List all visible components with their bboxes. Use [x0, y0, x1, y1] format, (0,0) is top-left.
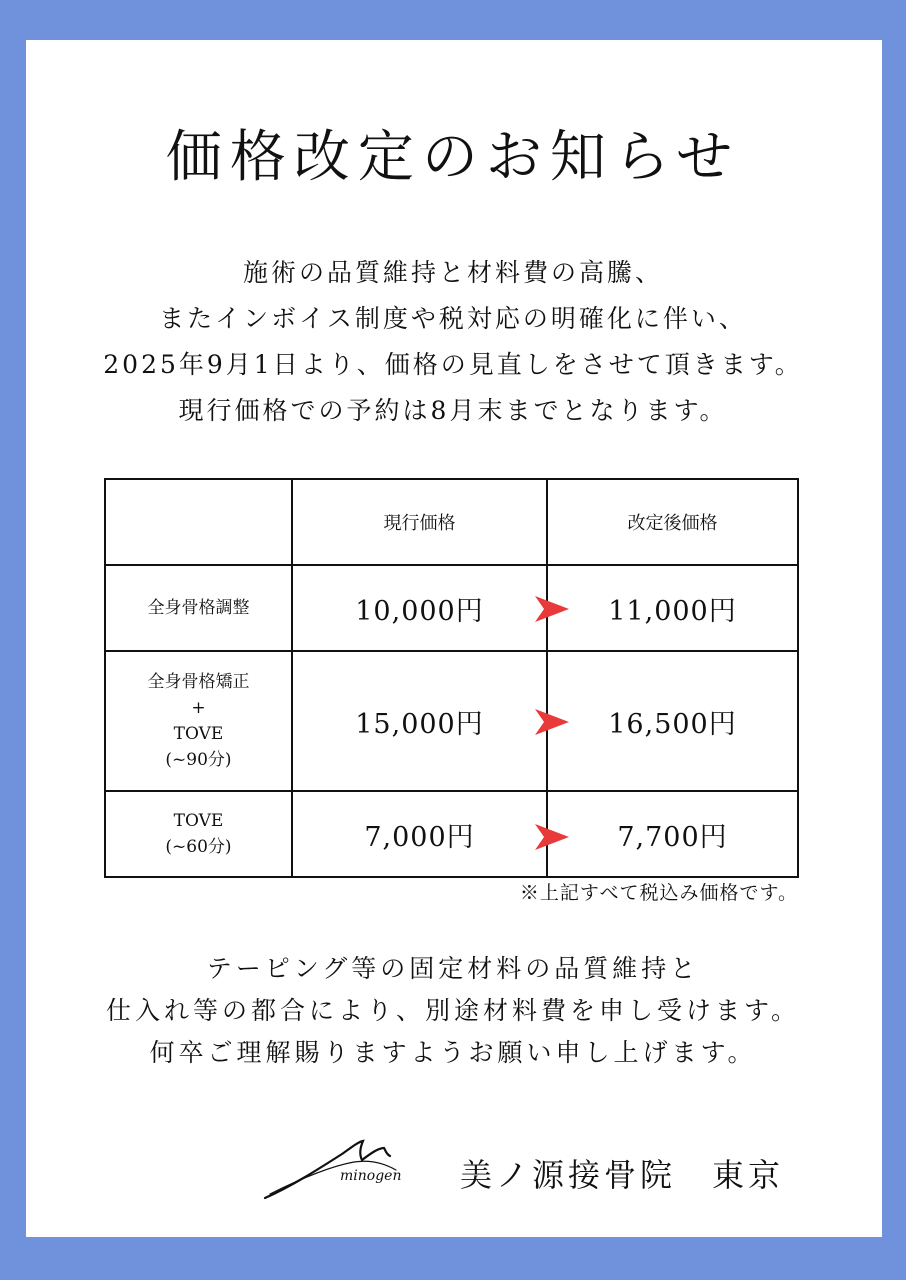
revised-price: 16,500円: [547, 651, 798, 791]
intro-text: [0, 250, 906, 434]
table-header-row: [105, 479, 798, 565]
table-row: [105, 651, 798, 791]
service-name: [105, 565, 292, 651]
current-price: 7,000円: [292, 791, 547, 877]
minogen-logo: [262, 1136, 438, 1202]
table-row: [105, 791, 798, 877]
service-name-line: 全身骨格矯正: [147, 672, 250, 692]
revised-price: 7,700円: [547, 791, 798, 877]
closing-text: [0, 948, 906, 1074]
service-name-line: TOVE: [173, 811, 224, 831]
service-name-line: (~90分): [165, 750, 232, 770]
intro-line: 施術の品質維持と材料費の高騰、: [242, 258, 663, 287]
service-name-line: TOVE: [173, 724, 224, 744]
table-row: [105, 565, 798, 651]
header-revised-price: 改定後価格: [547, 479, 798, 565]
tax-note: ※上記すべて税込み価格です。: [519, 882, 798, 904]
intro-line: 2025年9月1日より、価格の見直しをさせて頂きます。: [103, 350, 803, 379]
current-price: 10,000円: [292, 565, 547, 651]
arrow-right-icon: [533, 707, 571, 737]
service-name: [105, 651, 292, 791]
arrow-right-icon: [533, 822, 571, 852]
arrow-right-icon: [533, 594, 571, 624]
service-name-line: 全身骨格調整: [147, 598, 250, 618]
intro-line: またインボイス制度や税対応の明確化に伴い、: [159, 304, 747, 333]
closing-line: テーピング等の固定材料の品質維持と: [206, 954, 700, 983]
price-table: [104, 478, 799, 878]
service-name-line: (~60分): [165, 837, 232, 857]
closing-line: 仕入れ等の都合により、別途材料費を申し受けます。: [105, 996, 800, 1025]
closing-line: 何卒ご理解賜りますようお願い申し上げます。: [149, 1038, 757, 1067]
page-title: 価格改定のお知らせ: [165, 125, 741, 190]
service-name: [105, 791, 292, 877]
header-cell-blank: [105, 479, 292, 565]
clinic-name: 美ノ源接骨院 東京: [460, 1156, 785, 1194]
intro-line: 現行価格での予約は8月末までとなります。: [178, 396, 728, 425]
service-name-line: +: [191, 698, 206, 718]
logo-wordmark: minogen: [340, 1168, 402, 1184]
revised-price: 11,000円: [547, 565, 798, 651]
header-current-price: 現行価格: [292, 479, 547, 565]
current-price: 15,000円: [292, 651, 547, 791]
